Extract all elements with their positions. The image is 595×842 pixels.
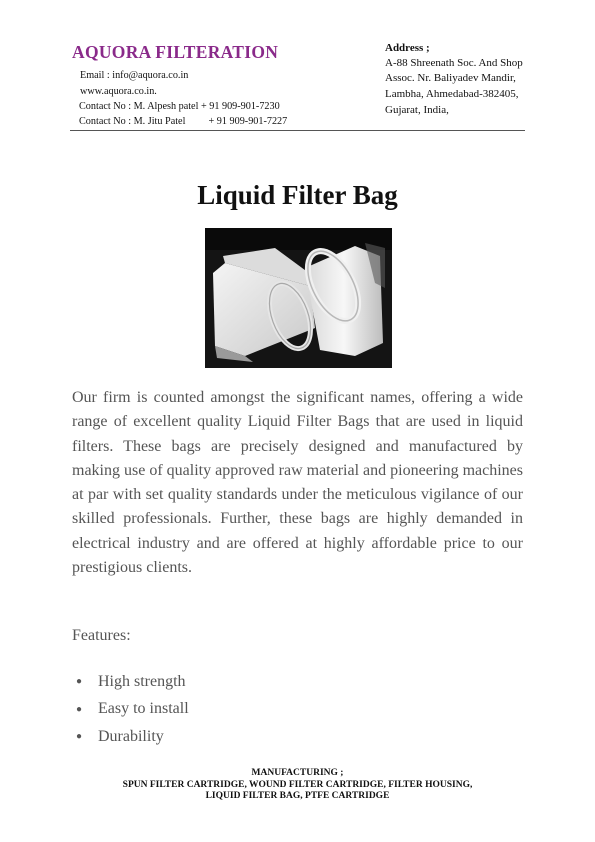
address-line: Gujarat, India, (385, 104, 449, 116)
features-label: Features: (72, 627, 131, 644)
bullet-icon: ● (76, 703, 83, 715)
filter-bag-illustration (205, 228, 392, 368)
header-divider (70, 130, 525, 131)
website-text: www.aquora.co.in. (80, 86, 157, 97)
contact-2-label: Contact No : M. Jitu Patel (79, 116, 186, 127)
company-name: AQUORA FILTERATION (72, 42, 279, 62)
contact-line-1: Contact No : M. Alpesh patel + 91 909-901-7230 (79, 101, 280, 112)
footer-heading: MANUFACTURING ; (251, 768, 344, 778)
address-line: Lambha, Ahmedabad-382405, (385, 88, 519, 100)
email-text: Email : info@aquora.co.in (80, 70, 189, 81)
features-list (72, 668, 189, 751)
list-item (72, 723, 189, 751)
bullet-icon: ● (76, 676, 83, 688)
address-title: Address ; (385, 42, 430, 54)
feature-text: Easy to install (98, 700, 189, 718)
address-line: Assoc. Nr. Baliyadev Mandir, (385, 72, 516, 84)
footer-line: LIQUID FILTER BAG, PTFE CARTRIDGE (205, 791, 390, 801)
product-description: Our firm is counted amongst the significant names, offering a wide range of excellent quality Liquid Filter Bags that are used in liquid filters. These bags are precisely designed and manufactured by making use of quality approved raw material and pioneering machines at par with set quality standards under the meticulous vigilance of our skilled professionals. Further, these bags are highly demanded in electrical industry and are offered at highly affordable price to our prestigious clients. (72, 389, 523, 577)
list-item (72, 668, 189, 696)
page-title: Liquid Filter Bag (197, 180, 398, 210)
contact-2-number: + 91 909-901-7227 (208, 116, 288, 127)
footer-line: SPUN FILTER CARTRIDGE, WOUND FILTER CARTRIDGE, FILTER HOUSING, (122, 779, 473, 790)
feature-text: High strength (98, 672, 186, 690)
feature-text: Durability (98, 727, 164, 745)
address-line: A-88 Shreenath Soc. And Shop (385, 57, 523, 69)
list-item (72, 696, 189, 724)
filter-bag-photo (205, 228, 392, 368)
footer (0, 768, 595, 803)
bullet-icon: ● (76, 731, 83, 743)
contact-line-2 (79, 116, 287, 127)
